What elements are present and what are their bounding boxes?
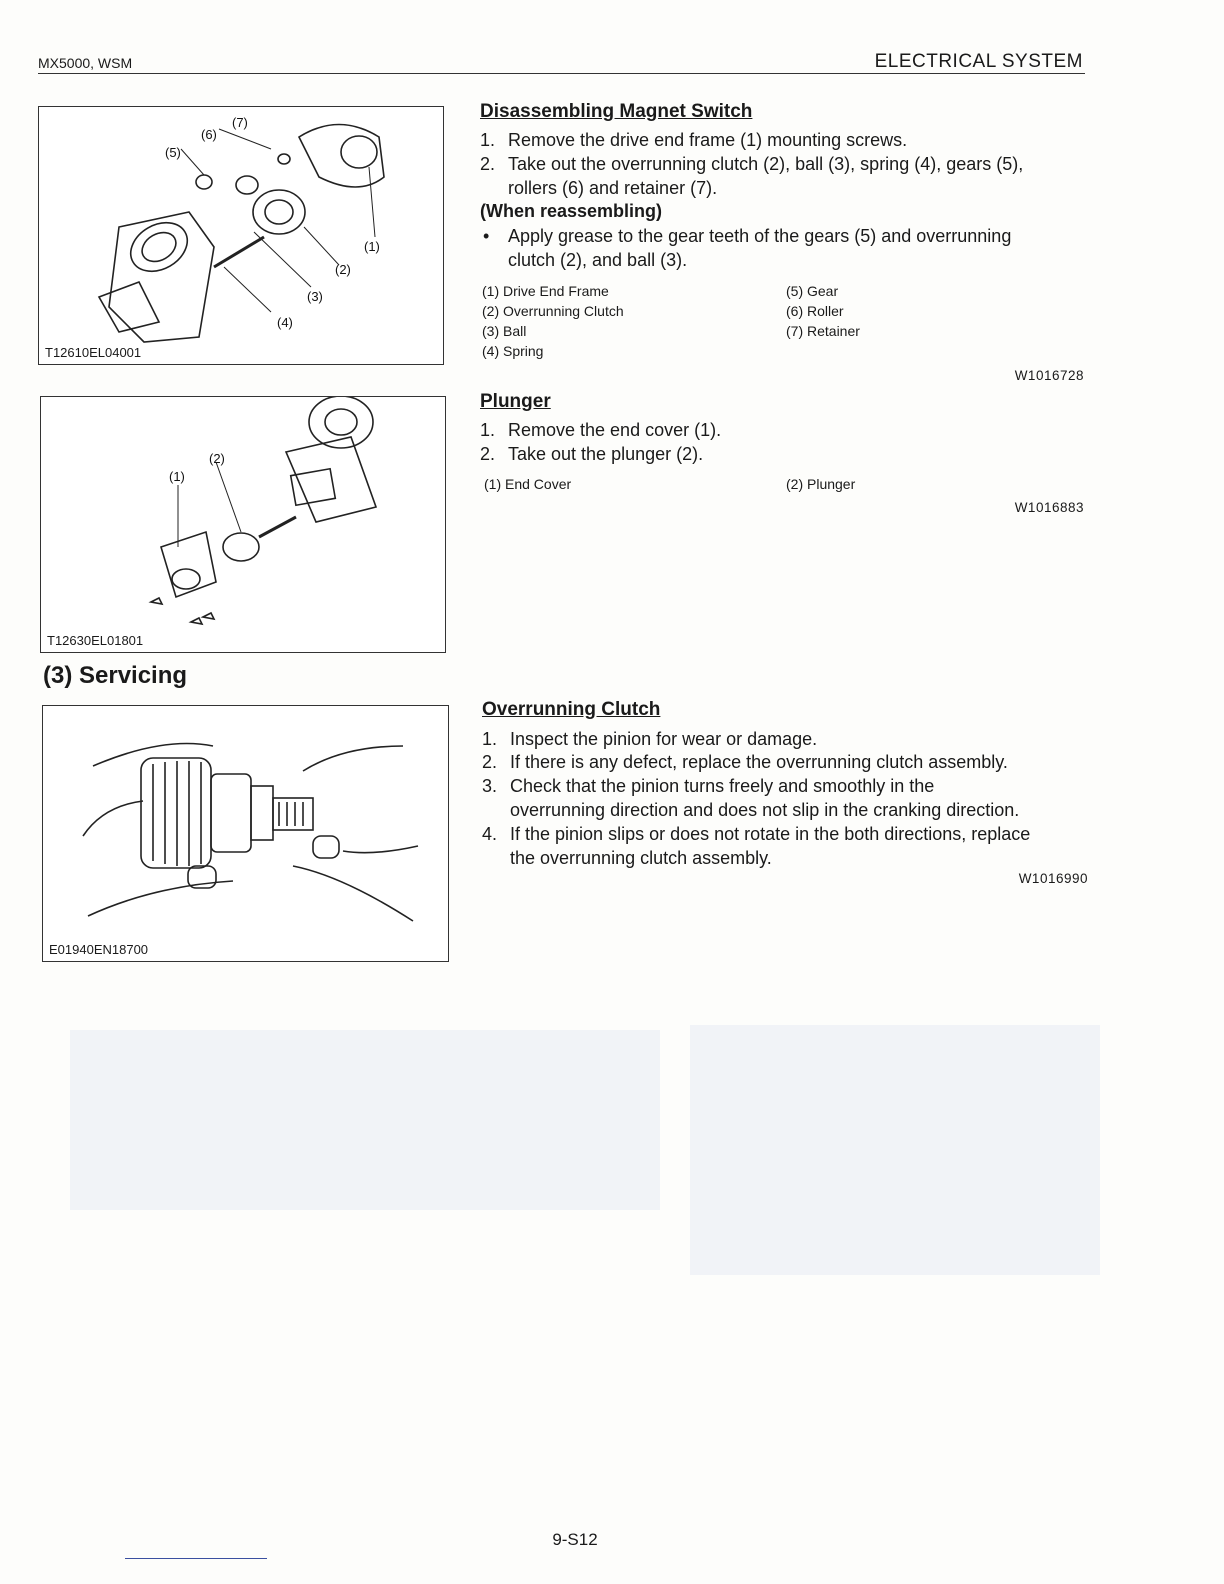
figure-overrunning-clutch [42, 705, 449, 962]
callout-label: (4) [277, 315, 293, 330]
clutch-step-3: 3. Check that the pinion turns freely and smoothly in the overrunning direction and does not slip in the cranking direction. [482, 776, 1020, 820]
magnet-legend-item: (4) Spring [482, 343, 544, 359]
plunger-drawing [41, 397, 445, 652]
footer-rule [125, 1558, 267, 1559]
bleed-through [70, 1030, 660, 1210]
magnet-legend-item: (5) Gear [786, 283, 839, 299]
callout-label: (1) [169, 469, 185, 484]
page-number: 9-S12 [552, 1530, 598, 1549]
header-section: ELECTRICAL SYSTEM [874, 51, 1083, 72]
callout-label: (1) [364, 239, 380, 254]
reference-code: W1016990 [1018, 871, 1088, 886]
exploded-view-drawing [39, 107, 443, 364]
clutch-step-1: 1. Inspect the pinion for wear or damage. [482, 729, 818, 749]
reassembling-subheading: (When reassembling) [480, 201, 663, 221]
magnet-legend-item: (6) Roller [786, 303, 844, 319]
figure-magnet-switch [38, 106, 444, 365]
callout-label: (3) [307, 289, 323, 304]
callout-label: (7) [232, 115, 248, 130]
clutch-step-2: 2. If there is any defect, replace the overrunning clutch assembly. [482, 752, 1008, 772]
reference-code: W1016883 [1014, 500, 1084, 515]
clutch-step-4: 4. If the pinion slips or does not rotate in the both directions, replace the overrunning clutch assembly. [482, 824, 1031, 868]
magnet-switch-title: Disassembling Magnet Switch [480, 101, 753, 122]
overrunning-clutch-title: Overrunning Clutch [482, 699, 661, 720]
reassembling-bullet: • Apply grease to the gear teeth of the gears (5) and overrunning clutch (2), and ball (3). [483, 226, 1012, 270]
magnet-legend-item: (7) Retainer [786, 323, 860, 339]
magnet-legend-item: (3) Ball [482, 323, 527, 339]
plunger-step-1: 1. Remove the end cover (1). [480, 420, 722, 440]
callout-label: (2) [335, 262, 351, 277]
magnet-step-2: 2. Take out the overrunning clutch (2), ball (3), spring (4), gears (5), rollers (6) and retainer (7). [480, 154, 1024, 198]
plunger-legend-item: (2) Plunger [786, 476, 856, 492]
reference-code: W1016728 [1014, 368, 1084, 383]
plunger-title: Plunger [480, 391, 551, 412]
header-manual-id: MX5000, WSM [38, 55, 133, 71]
callout-label: (2) [209, 451, 225, 466]
figure-code: E01940EN18700 [49, 942, 149, 957]
clutch-hands-drawing [43, 706, 448, 961]
plunger-legend-item: (1) End Cover [484, 476, 572, 492]
figure-code: T12610EL04001 [45, 345, 142, 360]
plunger-step-2: 2. Take out the plunger (2). [480, 444, 704, 464]
callout-label: (6) [201, 127, 217, 142]
magnet-legend-item: (1) Drive End Frame [482, 283, 609, 299]
figure-plunger [40, 396, 446, 653]
header-rule [38, 73, 1085, 74]
magnet-legend-item: (2) Overrunning Clutch [482, 303, 624, 319]
magnet-step-1: 1. Remove the drive end frame (1) mounting screws. [480, 130, 908, 150]
bleed-through [690, 1025, 1100, 1275]
figure-code: T12630EL01801 [47, 633, 144, 648]
callout-label: (5) [165, 145, 181, 160]
section-heading: (3) Servicing [43, 662, 188, 689]
